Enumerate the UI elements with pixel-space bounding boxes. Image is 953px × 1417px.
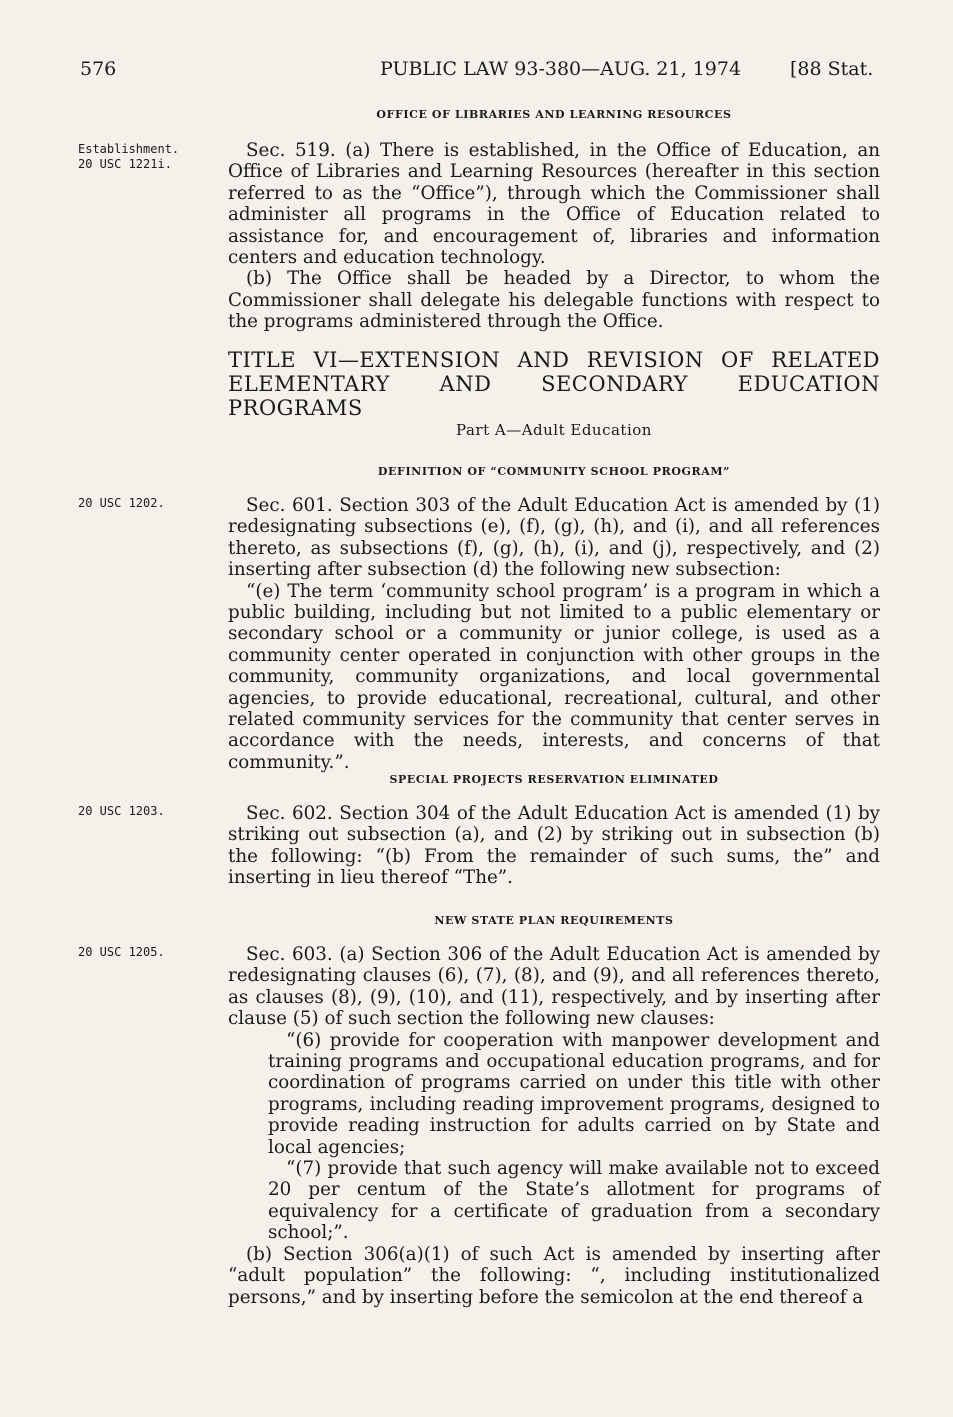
margin-note-1205: 20 USC 1205. xyxy=(78,945,165,959)
sec-601-text: Sec. 601. Section 303 of the Adult Education Act is amended by (1) redesignating subsections (e), (f), (g), (h), and (i), and all references thereto, as subsections (f), (g), (h), (i), and (j), respectively, and (2) inserting after subsection (d) the following new subsection: xyxy=(228,495,880,581)
page-title: PUBLIC LAW 93-380—AUG. 21, 1974 xyxy=(380,58,742,80)
sec-519-a: Sec. 519. (a) There is established, in the Office of Education, an Office of Libraries and Learning Resources (hereafter in this section referred to as the “Office”), through which the Commissioner shall administer all programs in the Office of Education related to assistance for, and encouragement of, libraries and information centers and education technology. xyxy=(228,140,880,269)
section-603 xyxy=(228,944,880,1308)
margin-note-1202: 20 USC 1202. xyxy=(78,496,165,510)
section-602 xyxy=(228,803,880,889)
definition-heading: DEFINITION OF “COMMUNITY SCHOOL PROGRAM” xyxy=(377,465,731,478)
margin-note-label: Establishment. xyxy=(78,142,180,156)
part-a-heading: Part A—Adult Education xyxy=(456,421,652,439)
sec-602-text: Sec. 602. Section 304 of the Adult Education Act is amended (1) by striking out subsection (a), and (2) by striking out in subsection (b) the following: “(b) From the remainder of such sums, the” and inserting in lieu thereof “The”. xyxy=(228,803,880,889)
margin-note-citation: 20 USC 1221i. xyxy=(78,157,172,171)
stat-reference: [88 Stat. xyxy=(790,58,874,80)
sec-603-clause-7: “(7) provide that such agency will make available not to exceed 20 per centum of the State’s allotment for programs of equivalency for a certificate of graduation from a secondary school;”. xyxy=(268,1158,880,1244)
title-vi-line-1: TITLE VI—EXTENSION AND REVISION OF RELATED xyxy=(228,348,880,372)
sec-519-b: (b) The Office shall be headed by a Director, to whom the Commissioner shall delegate his delegable functions with respect to the programs administered through the Office. xyxy=(228,268,880,333)
state-plan-heading: NEW STATE PLAN REQUIREMENTS xyxy=(434,914,674,927)
special-projects-heading: SPECIAL PROJECTS RESERVATION ELIMINATED xyxy=(389,773,719,786)
sec-601-e: “(e) The term ‘community school program’ is a program in which a public building, including but not limited to a public elementary or secondary school or a community or junior college, is used as a community center operated in conjunction with other groups in the community, community organizations, and local governmental agencies, to provide educational, recreational, cultural, and other related community services for the community that center serves in accordance with the needs, interests, and concerns of that community.”. xyxy=(228,580,880,773)
margin-note-1203: 20 USC 1203. xyxy=(78,804,165,818)
section-519 xyxy=(228,140,880,333)
title-vi-line-2: ELEMENTARY AND SECONDARY EDUCATION xyxy=(228,372,880,396)
sec-603-a: Sec. 603. (a) Section 306 of the Adult Education Act is amended by redesignating clauses (6), (7), (8), and (9), and all references thereto, as clauses (8), (9), (10), and (11), respectively, and by inserting after clause (5) of such section the following new clauses: xyxy=(228,944,880,1030)
title-vi-heading xyxy=(228,348,880,420)
title-vi-line-3: PROGRAMS xyxy=(228,396,363,420)
section-601 xyxy=(228,495,880,773)
office-heading: OFFICE OF LIBRARIES AND LEARNING RESOURCES xyxy=(376,108,732,121)
sec-603-b: (b) Section 306(a)(1) of such Act is amended by inserting after “adult population” the following: “, including institutionalized persons,” and by inserting before the semicolon at the end thereof a xyxy=(228,1243,880,1308)
page-number: 576 xyxy=(80,58,117,80)
margin-note-establishment xyxy=(78,142,218,172)
page-header xyxy=(0,58,953,82)
sec-603-clause-6: “(6) provide for cooperation with manpower development and training programs and occupational education programs, and for coordination of programs carried on under this title with other programs, including reading improvement programs, designed to provide reading instruction for adults carried on by State and local agencies; xyxy=(268,1029,880,1158)
